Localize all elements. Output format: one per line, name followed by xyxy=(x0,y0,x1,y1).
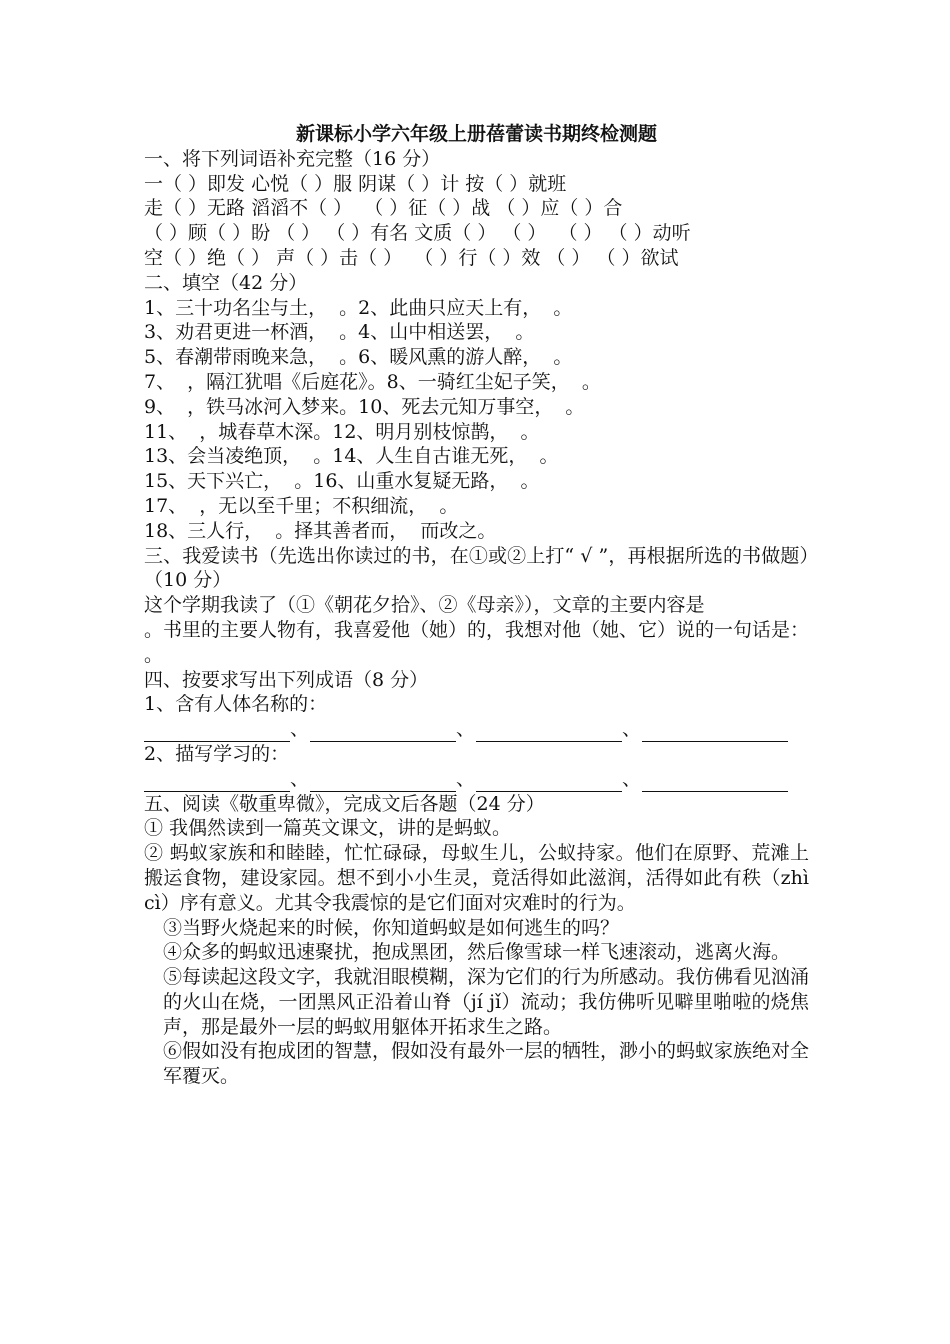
separator: 、 xyxy=(290,718,310,741)
poem-row: 17、 ，无以至千里；不积细流， 。 xyxy=(144,494,459,517)
separator: 、 xyxy=(456,718,476,741)
passage-paragraph: ④众多的蚂蚁迅速聚扰，抱成黑团，然后像雪球一样飞速滚动，逃离火海。 xyxy=(163,941,791,964)
separator: 、 xyxy=(622,767,642,790)
section-2 xyxy=(144,271,809,544)
section-5 xyxy=(144,792,809,1090)
section-heading: 一、将下列词语补充完整（16 分） xyxy=(144,147,441,170)
reading-prompt: 。书里的主要人物有，我喜爱他（她）的，我想对他（她、它）说的一句话是： xyxy=(144,618,810,641)
reading-prompt: 。 xyxy=(144,643,164,666)
answer-blank[interactable] xyxy=(310,773,456,792)
section-4 xyxy=(144,668,809,792)
answer-blank[interactable] xyxy=(144,723,290,742)
poem-row: 9、 ，铁马冰河入梦来。10、死去元知万事空， 。 xyxy=(144,395,585,418)
reading-prompt: 这个学期我读了（①《朝花夕拾》、②《母亲》），文章的主要内容是 xyxy=(144,594,705,617)
poem-row: 1、三十功名尘与土， 。2、此曲只应天上有， 。 xyxy=(144,296,573,319)
fill-row: 走（ ）无路 滔滔不（ ） （ ）征（ ）战 （ ）应（ ）合 xyxy=(144,197,623,220)
fill-row: 空（ ）绝（ ） 声（ ）击（ ） （ ）行（ ）效 （ ） （ ）欲试 xyxy=(144,246,679,269)
poem-row: 18、三人行， 。择其善者而， 而改之。 xyxy=(144,519,497,542)
passage-paragraph: ① 我偶然读到一篇英文课文，讲的是蚂蚁。 xyxy=(144,817,512,840)
poem-row: 11、 ，城春草木深。12、明月别枝惊鹊， 。 xyxy=(144,420,540,443)
idiom-question: 2、描写学习的： xyxy=(144,742,290,765)
section-heading: 五、阅读《敬重卑微》，完成文后各题（24 分） xyxy=(144,792,545,815)
answer-blank[interactable] xyxy=(642,723,788,742)
separator: 、 xyxy=(456,767,476,790)
section-3 xyxy=(144,544,809,668)
poem-row: 5、春潮带雨晚来急， 。6、暖风熏的游人醉， 。 xyxy=(144,346,573,369)
poem-row: 7、 ，隔江犹唱《后庭花》。8、一骑红尘妃子笑， 。 xyxy=(144,370,601,393)
section-heading: 三、我爱读书（先选出你读过的书，在①或②上打“ √ ”，再根据所选的书做题）（10 分） xyxy=(144,544,809,592)
passage-paragraph: ⑤每读起这段文字，我就泪眼模糊，深为它们的行为所感动。我仿佛看见汹涌的火山在烧，一团黑风正沿着山脊（jí jǐ）流动；我仿佛听见噼里啪啦的烧焦声，那是最外一层的蚂蚁用躯体开拓求生之路。 xyxy=(163,966,810,1038)
passage-paragraph: ② 蚂蚁家族和和睦睦，忙忙碌碌，母蚁生儿，公蚁持家。他们在原野、荒滩上搬运食物，建设家园。想不到小小生灵，竟活得如此滋润，活得如此有秩（zhì cì）序有意义。尤其令我震惊的是它们面对灾难时的行为。 xyxy=(144,842,809,914)
section-heading: 四、按要求写出下列成语（8 分） xyxy=(144,668,429,691)
answer-blank[interactable] xyxy=(144,773,290,792)
page-title: 新课标小学六年级上册蓓蕾读书期终检测题 xyxy=(295,123,657,145)
exam-document xyxy=(144,122,809,1089)
answer-blanks xyxy=(144,717,809,742)
poem-row: 3、劝君更进一杯酒， 。4、山中相送罢， 。 xyxy=(144,321,535,344)
separator: 、 xyxy=(622,718,642,741)
fill-row: （ ）顾（ ）盼 （ ） （ ）有名 文质（ ） （ ） （ ） （ ）动听 xyxy=(144,222,691,245)
answer-blank[interactable] xyxy=(476,773,622,792)
answer-blank[interactable] xyxy=(642,773,788,792)
section-heading: 二、填空（42 分） xyxy=(144,271,308,294)
separator: 、 xyxy=(290,767,310,790)
answer-blanks xyxy=(144,767,809,792)
answer-blank[interactable] xyxy=(310,723,456,742)
answer-blank[interactable] xyxy=(476,723,622,742)
passage-paragraph: ⑥假如没有抱成团的智慧，假如没有最外一层的牺牲，渺小的蚂蚁家族绝对全军覆灭。 xyxy=(163,1040,810,1088)
poem-row: 15、天下兴亡， 。16、山重水复疑无路， 。 xyxy=(144,470,540,493)
idiom-question: 1、含有人体名称的： xyxy=(144,693,328,716)
section-1 xyxy=(144,147,809,271)
poem-row: 13、会当凌绝顶， 。14、人生自古谁无死， 。 xyxy=(144,445,559,468)
fill-row: 一（ ）即发 心悦（ ）服 阴谋（ ）计 按（ ）就班 xyxy=(144,172,567,195)
passage-paragraph: ③当野火烧起来的时候，你知道蚂蚁是如何逃生的吗？ xyxy=(163,916,620,939)
